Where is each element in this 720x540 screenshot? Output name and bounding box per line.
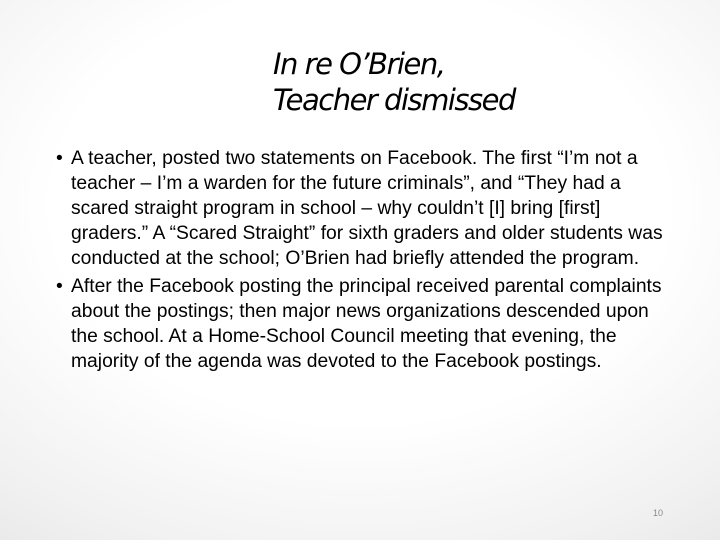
bullet-item xyxy=(56,146,676,271)
slide-title-line-1: In re O’Brien, xyxy=(273,47,445,81)
bullet-item xyxy=(56,274,676,374)
bullet-marker: • xyxy=(56,148,63,169)
bullet-text: After the Facebook posting the principal received parental complaints about the postings; then major news organizations descended upon the school. At a Home-School Council meeting that evening, the majority of the agenda was devoted to the Facebook postings. xyxy=(71,276,662,372)
bullet-text: A teacher, posted two statements on Facebook. The first “I’m not a teacher – I’m a warden for the future criminals”, and “They had a scared straight program in school – why couldn’t [I] bring [first] graders.” A “Scared Straight” for sixth graders and older students was conducted at the school; O’Brien had briefly attended the program. xyxy=(71,148,663,269)
slide-body xyxy=(56,146,676,377)
slide-title-line-2: Teacher dismissed xyxy=(273,83,515,117)
slide-title xyxy=(273,46,515,118)
page-number: 10 xyxy=(652,508,663,518)
bullet-marker: • xyxy=(56,276,63,297)
